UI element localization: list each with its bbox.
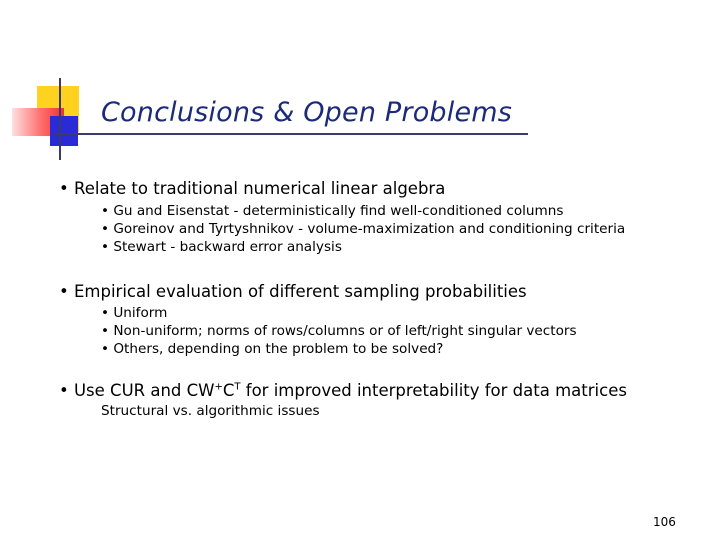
list-item: • Uniform — [101, 305, 167, 321]
list-item: • Non-uniform; norms of rows/columns or of left/right singular vectors — [101, 323, 577, 339]
slide-title: Conclusions & Open Problems — [101, 97, 513, 128]
heading-text: Use CUR and CW — [73, 381, 215, 400]
list-item: • Goreinov and Tyrtyshnikov - volume-maximization and conditioning criteria — [101, 221, 625, 237]
list-item: • Stewart - backward error analysis — [101, 239, 342, 255]
superscript: T — [234, 381, 241, 393]
page-number: 106 — [653, 515, 676, 529]
section-note: Structural vs. algorithmic issues — [101, 403, 320, 419]
heading-text: for improved interpretability for data matrices — [240, 381, 627, 400]
heading-text: C — [222, 381, 235, 400]
section-heading: • Relate to traditional numerical linear algebra — [59, 179, 445, 198]
blue-square — [50, 116, 78, 146]
title-underline-rule — [53, 133, 528, 135]
superscript: + — [214, 381, 223, 393]
list-item: • Others, depending on the problem to be solved? — [101, 341, 443, 357]
section-heading — [59, 381, 627, 400]
section-heading: • Empirical evaluation of different sampling probabilities — [59, 282, 527, 301]
list-item: • Gu and Eisenstat - deterministically find well-conditioned columns — [101, 203, 563, 219]
vertical-rule — [59, 78, 61, 160]
decorative-squares-logo — [0, 0, 110, 170]
